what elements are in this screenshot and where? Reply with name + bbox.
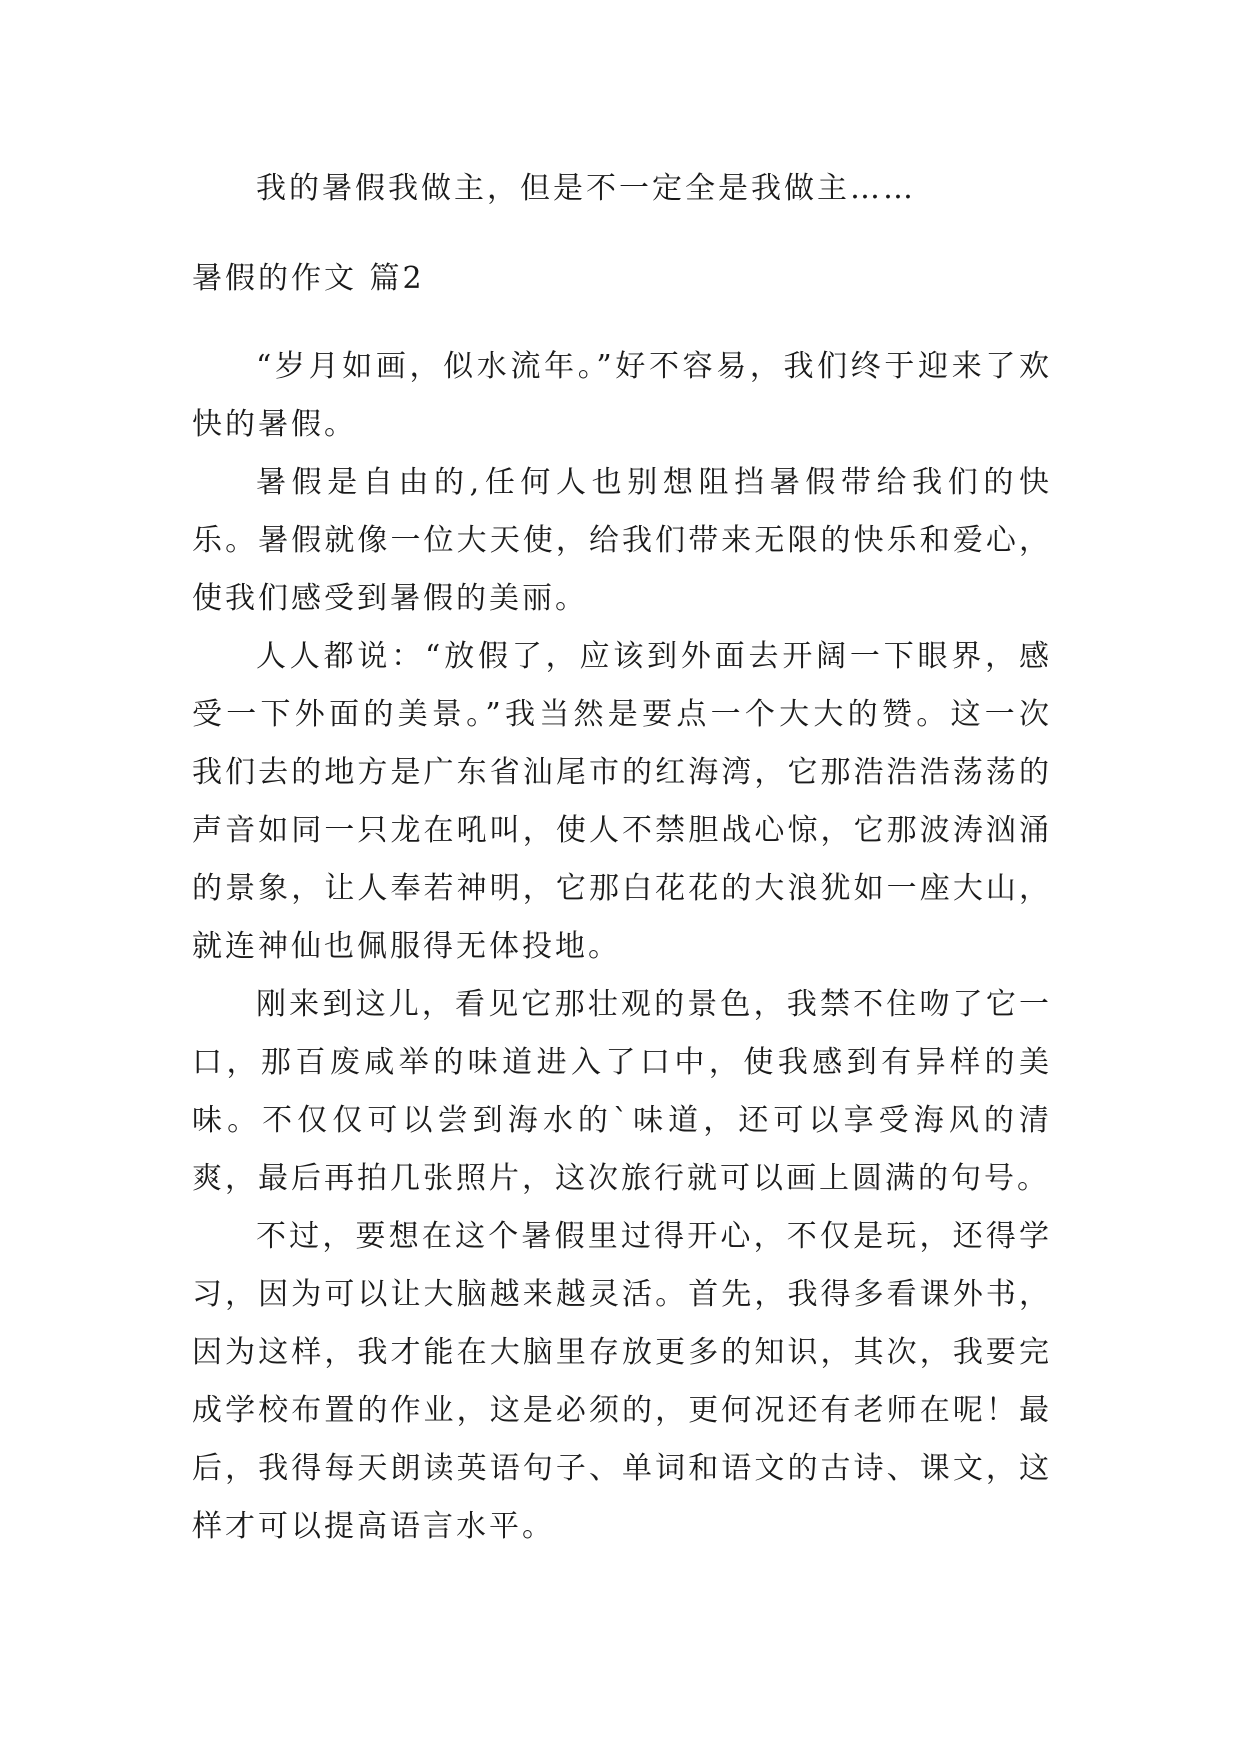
intro-paragraph: 我的暑假我做主，但是不一定全是我做主…… [256, 171, 916, 206]
paragraph-4: 刚来到这儿，看见它那壮观的景色，我禁不住吻了它一口，那百废咸举的味道进入了口中，使我感到有异样的美味。不仅仅可以尝到海水的`味道，还可以享受海风的清爽，最后再拍几张照片，这次旅行就可以画上圆满的句号。 [192, 987, 1052, 1196]
essay-body [192, 338, 1052, 1556]
paragraph-2: 暑假是自由的,任何人也别想阻挡暑假带给我们的快乐。暑假就像一位大天使，给我们带来无限的快乐和爱心，使我们感受到暑假的美丽。 [192, 465, 1052, 616]
section-heading: 暑假的作文 篇2 [192, 261, 425, 296]
intro-block [192, 160, 1052, 218]
paragraph-1: “岁月如画，似水流年。”好不容易，我们终于迎来了欢快的暑假。 [192, 349, 1052, 442]
paragraph-3: 人人都说：“放假了，应该到外面去开阔一下眼界，感受一下外面的美景。”我当然是要点一个大大的赞。这一次我们去的地方是广东省汕尾市的红海湾，它那浩浩浩荡荡的声音如同一只龙在吼叫，使人不禁胆战心惊，它那波涛汹涌的景象，让人奉若神明，它那白花花的大浪犹如一座大山，就连神仙也佩服得无体投地。 [192, 639, 1052, 964]
paragraph-5: 不过，要想在这个暑假里过得开心，不仅是玩，还得学习，因为可以让大脑越来越灵活。首先，我得多看课外书，因为这样，我才能在大脑里存放更多的知识，其次，我要完成学校布置的作业，这是必须的，更何况还有老师在呢！最后，我得每天朗读英语句子、单词和语文的古诗、课文，这样才可以提高语言水平。 [192, 1219, 1052, 1544]
